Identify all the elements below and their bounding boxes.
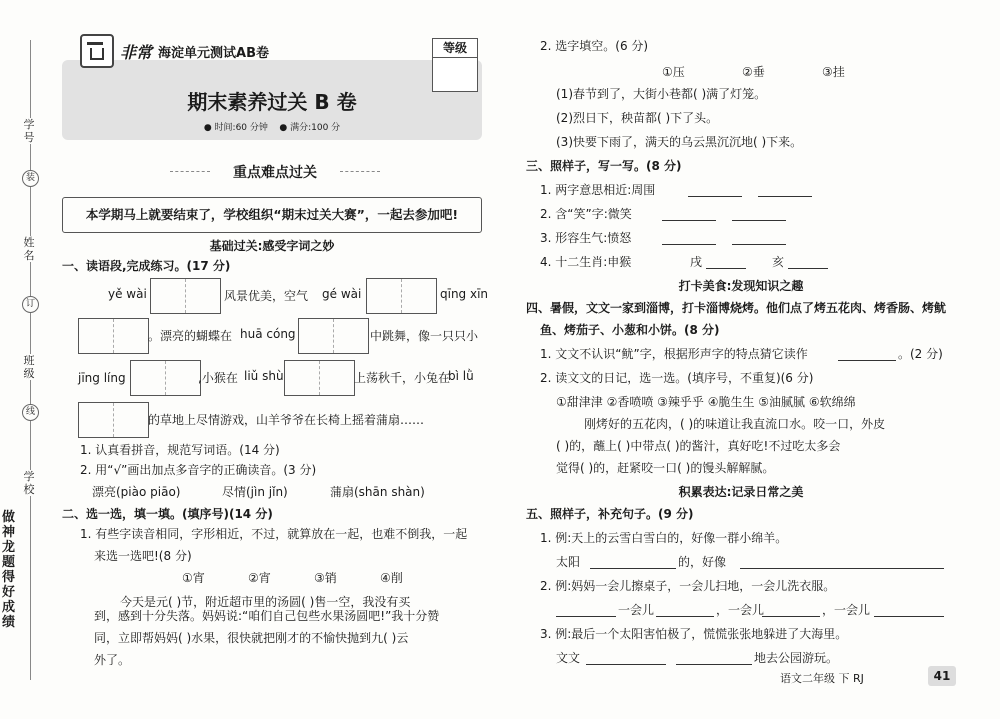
sub-question: 2. 含“笑”字:微笑 [540,207,632,221]
grade-box [432,38,478,92]
option: ③销 [314,571,337,585]
option: ③挂 [822,65,845,79]
sub-question: 2. 用“√”画出加点多音字的正确读音。(3 分) [80,463,317,477]
passage-line: 外了。 [94,653,131,667]
example-sentence: 3. 例:最后一个太阳害怕极了，慌慌张张地躲进了大海里。 [540,627,848,641]
section-title: 重点难点过关 [170,162,380,182]
answer-box[interactable] [78,318,149,354]
question-4-title: 鱼、烤茄子、小葱和小饼。(8 分) [540,323,720,337]
passage-text: 中跳舞，像一只只小 [370,329,479,343]
fill-prefix: 文文 [556,651,581,665]
student-id-label: 学号 [23,118,35,144]
passage-line: 同，立即帮妈妈( )水果，很快就把刚才的不愉快抛到九( )云 [94,631,409,645]
question-2-title: 二、选一选，填一填。(填序号)(14 分) [62,507,273,521]
passage-text: 的草地上尽情游戏，山羊爷爷在长椅上摇着蒲扇…… [148,413,425,427]
fill-line: (2)烈日下，秧苗都( )下了头。 [556,111,719,125]
sub-question: 1. 有些字读音相同，字形相近，不过，就算放在一起，也难不倒我，一起 [80,527,468,541]
question-4-title: 四、暑假，文文一家到淄博，打卡淄博烧烤。他们点了烤五花肉、烤香肠、烤鱿 [526,301,947,315]
passage-text: 上荡秋千，小兔在 [354,371,451,385]
subsection-title: 打卡美食:发现知识之趣 [678,279,804,293]
pinyin: gé wài [322,287,362,301]
example-sentence: 1. 例:天上的云雪白雪白的，好像一群小绵羊。 [540,531,788,545]
passage-text: 。漂亮的蝴蝶在 [148,329,233,343]
clock-icon: ● [203,123,212,133]
fill-line: (1)春节到了，大街小巷都( )满了灯笼。 [556,87,767,101]
pinyin: yě wài [108,287,147,301]
fill-line: (3)快要下雨了，满天的乌云黑沉沉地( )下来。 [556,135,803,149]
series-name: 海淀单元测试AB卷 [158,45,269,61]
answer-blank[interactable] [662,220,716,221]
question-3-title: 三、照样子，写一写。(8 分) [526,159,682,173]
pinyin: qīng xīn [440,287,489,301]
score-note: 。(2 分) [898,347,943,361]
full-score: 满分:100 分 [290,123,341,133]
answer-box[interactable] [150,278,221,314]
pinyin: liǔ shù [244,369,284,383]
slogan-text: 做神龙题 得好成绩 [2,510,16,630]
binding-margin [0,0,60,719]
sub-question: 1. 文文不认识“鱿”字，根据形声字的特点猜它读作 [540,347,808,361]
answer-blank[interactable] [706,268,746,269]
answer-blank[interactable] [788,268,828,269]
answer-box[interactable] [284,360,355,396]
binding-circle: 订 [22,296,39,313]
answer-blank[interactable] [688,196,742,197]
answer-box[interactable] [298,318,369,354]
exam-meta [62,120,482,133]
sub-question: 1. 认真看拼音，规范写词语。(14 分) [80,443,280,457]
answer-blank[interactable] [732,220,786,221]
fill-middle: 的，好像 [678,555,727,569]
passage-text: 风景优美，空气 [224,289,309,303]
sub-question: 2. 读文文的日记，选一选。(填序号，不重复)(6 分) [540,371,814,385]
choice[interactable]: 蒲扇(shān shàn) [330,485,425,499]
answer-blank[interactable] [586,664,666,665]
answer-blank[interactable] [762,616,820,617]
sub-question: 4. 十二生肖:申猴 [540,255,632,269]
sub-question: 来选一选吧!(8 分) [94,549,192,563]
binding-circle: 线 [22,404,39,421]
footer-text: 语文二年级 下 RJ [780,672,864,685]
choice[interactable]: 尽情(jìn jǐn) [222,485,288,499]
subsection-title: 基础过关:感受字词之妙 [209,239,335,253]
brand-name: 非常 [120,42,153,62]
answer-blank[interactable] [662,244,716,245]
option: ②宵 [248,571,271,585]
time-limit: 时间:60 分钟 [214,123,268,133]
answer-blank[interactable] [758,196,812,197]
page-number: 41 [928,666,956,686]
pinyin: bì lǜ [448,369,474,383]
fill-middle: ，一会儿 [716,603,765,617]
score-icon: ● [279,123,288,133]
grade-label: 等级 [433,39,477,58]
zodiac-hint: 戌 [690,255,703,269]
passage-text: ,小猴在 [198,371,238,385]
intro-box: 本学期马上就要结束了，学校组织“期末过关大赛”，一起去参加吧! [62,197,482,233]
option: ①宵 [182,571,205,585]
sub-question: 3. 形容生气:愤怒 [540,231,632,245]
answer-blank[interactable] [838,360,896,361]
answer-blank[interactable] [740,568,944,569]
passage-line: 今天是元( )节，附近超市里的汤圆( )售一空，我没有买 [120,595,411,609]
question-5-title: 五、照样子，补充句子。(9 分) [526,507,694,521]
name-label: 姓名 [23,236,35,262]
class-label: 班级 [23,354,35,380]
brand-row [80,36,269,66]
school-label: 学校 [23,470,35,496]
diary-line: 觉得( )的，赶紧咬一口( )的馒头解解腻。 [556,461,775,475]
question-1-title: 一、读语段,完成练习。(17 分) [62,259,231,273]
binding-circle: 装 [22,170,39,187]
zodiac-hint: 亥 [772,255,785,269]
fill-prefix: 太阳 [556,555,581,569]
answer-box[interactable] [366,278,437,314]
subsection-title: 积累表达:记录日常之美 [678,485,804,499]
answer-blank[interactable] [732,244,786,245]
example-sentence: 2. 例:妈妈一会儿擦桌子，一会儿扫地，一会儿洗衣服。 [540,579,836,593]
logo-icon [80,34,114,68]
fill-middle: 一会儿 [618,603,655,617]
answer-box[interactable] [78,402,149,438]
answer-blank[interactable] [874,616,944,617]
answer-blank[interactable] [556,616,616,617]
sub-question: 2. 选字填空。(6 分) [540,39,649,53]
choice[interactable]: 漂亮(piào piāo) [92,485,181,499]
option: ②垂 [742,65,765,79]
pinyin: jīng líng [78,371,126,385]
fill-middle: ，一会儿 [822,603,871,617]
answer-blank[interactable] [676,664,752,665]
diary-line: ( )的，蘸上( )中带点( )的酱汁，真好吃!不过吃太多会 [556,439,841,453]
answer-blank[interactable] [656,616,714,617]
option: ④削 [380,571,403,585]
option-list: ①甜津津 ②香喷喷 ③辣乎乎 ④脆生生 ⑤油腻腻 ⑥软绵绵 [556,395,856,409]
diary-line: 刚烤好的五花肉，( )的味道让我直流口水。咬一口，外皮 [584,417,886,431]
passage-line: 到，感到十分失落。妈妈说:“咱们自己包些水果汤圆吧!”我十分赞 [94,609,440,623]
fill-suffix: 地去公园游玩。 [754,651,839,665]
answer-box[interactable] [130,360,201,396]
answer-blank[interactable] [590,568,676,569]
sub-question: 1. 两字意思相近:周围 [540,183,656,197]
option: ①压 [662,65,685,79]
page-title: 期末素养过关 B 卷 [187,90,357,114]
pinyin: huā cóng [240,327,296,341]
